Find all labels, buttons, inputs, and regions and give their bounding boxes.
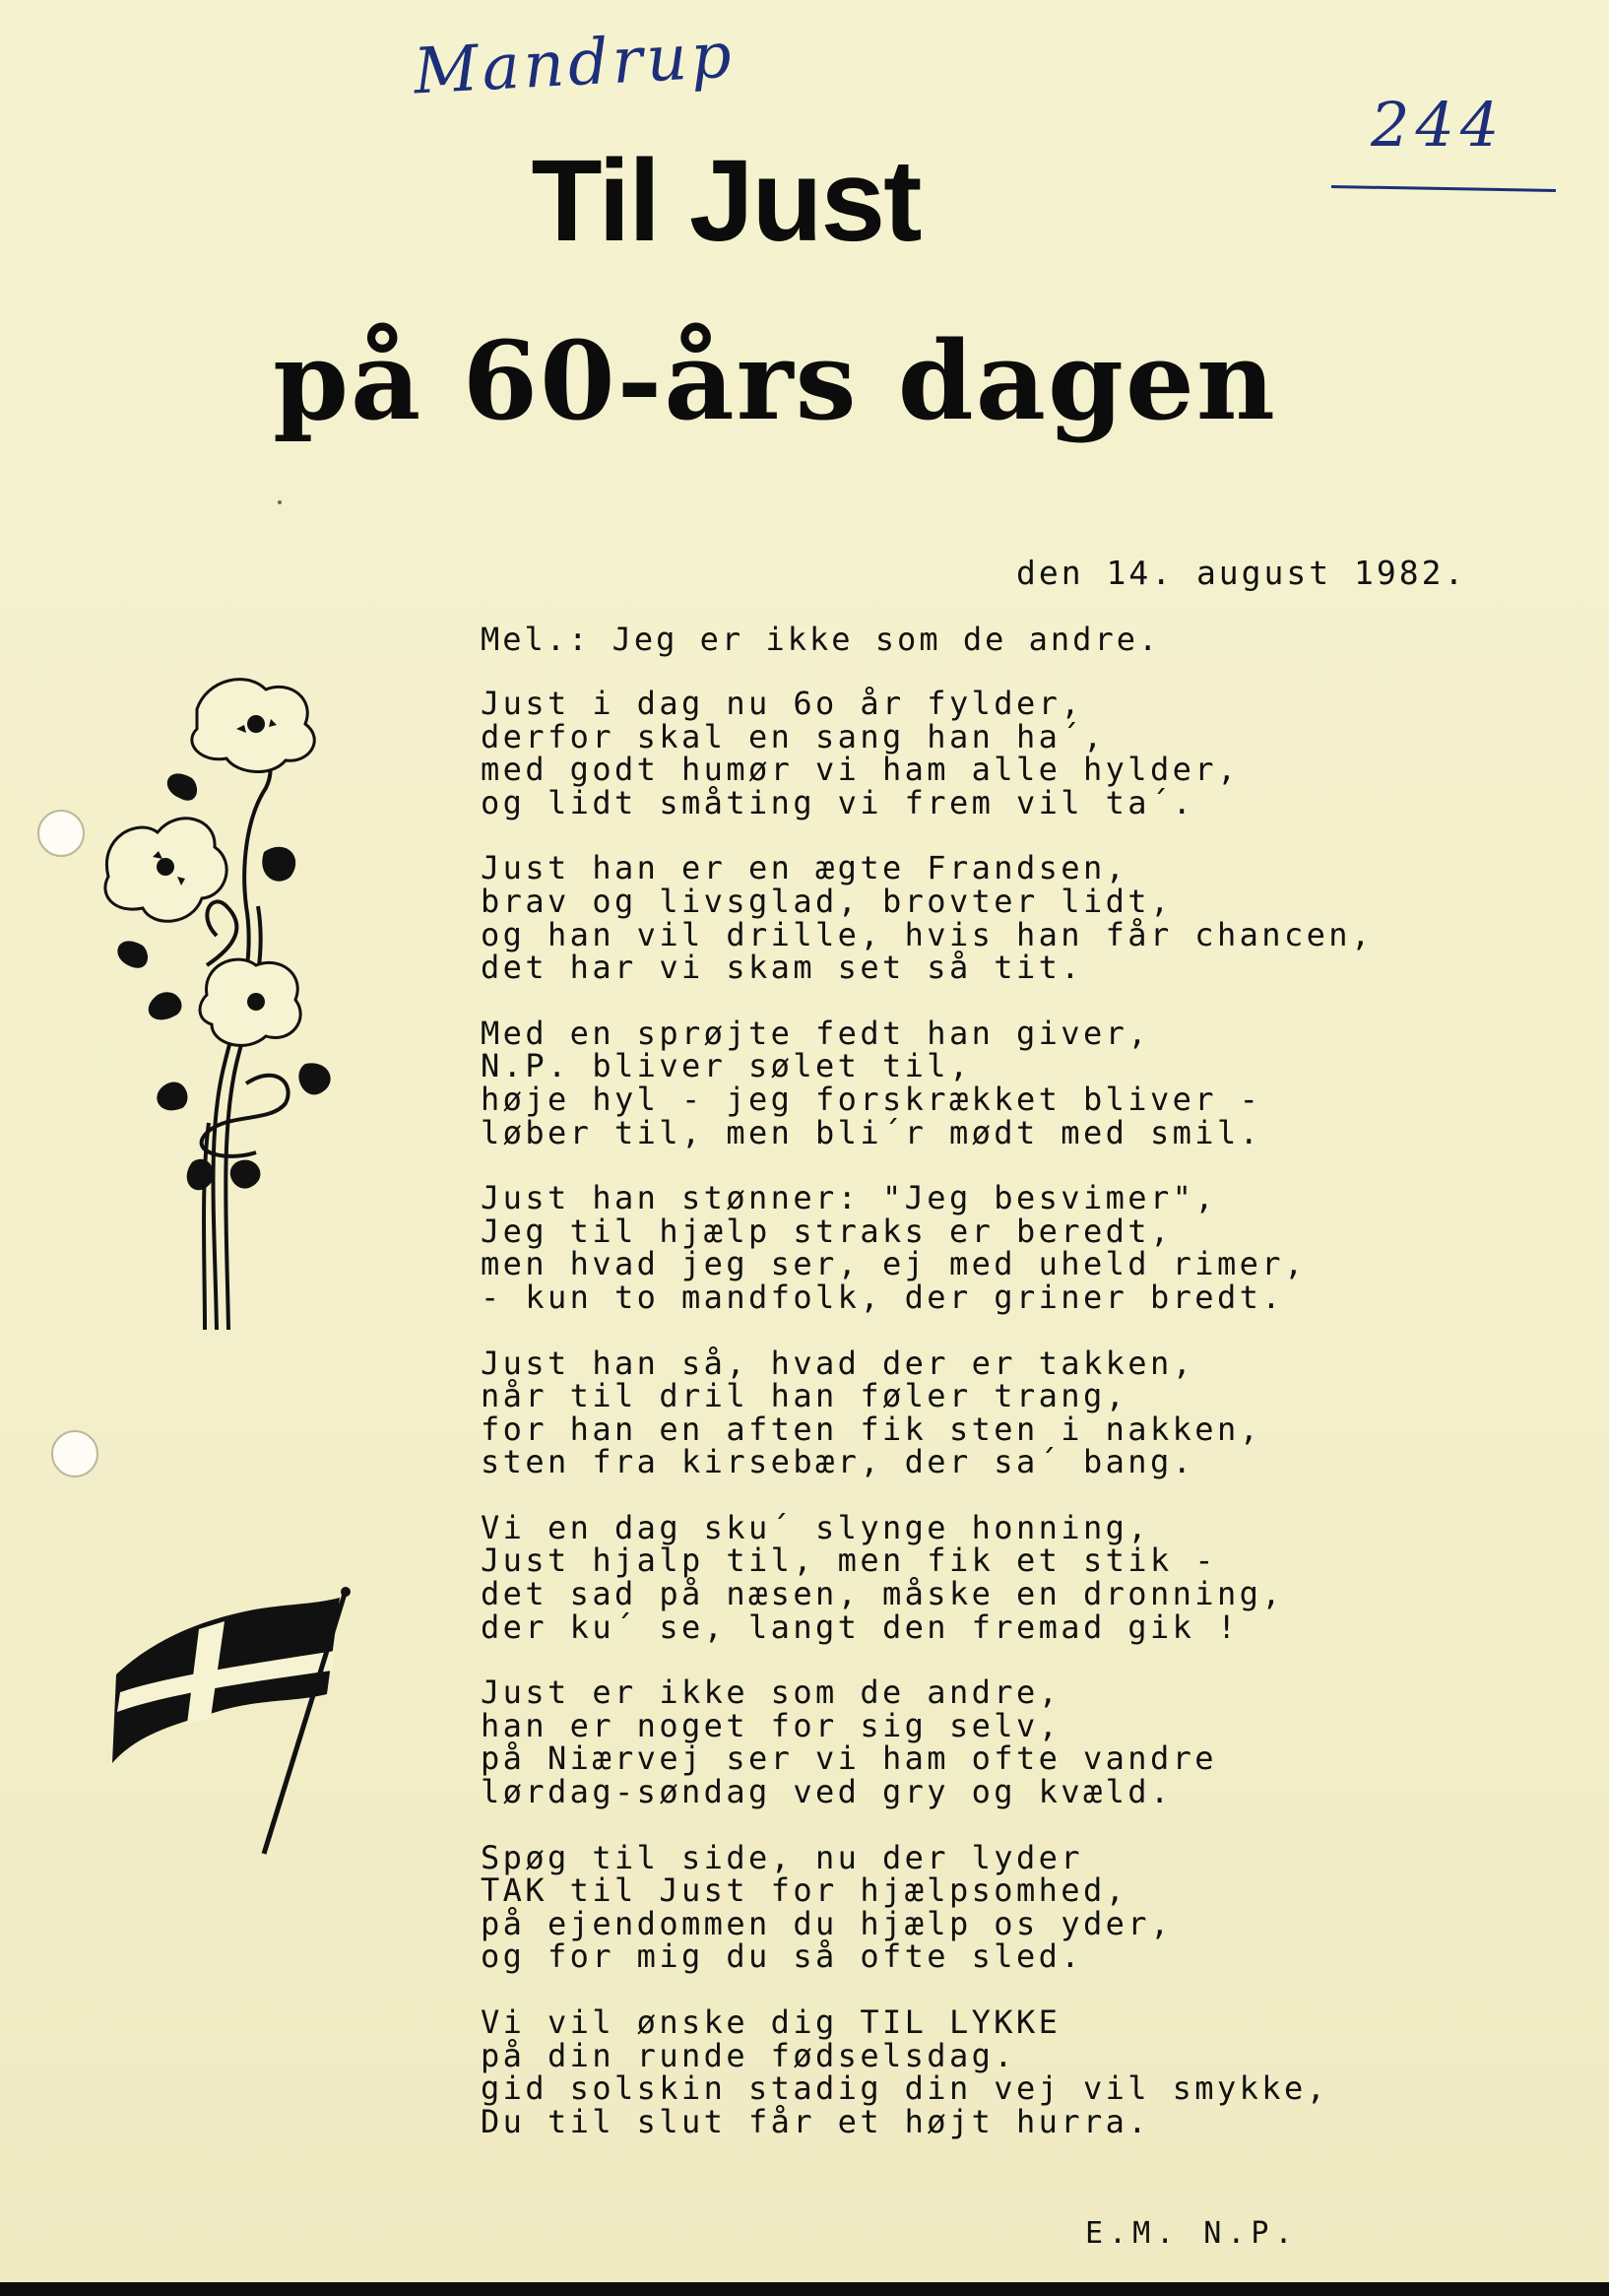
poem-line: på din runde fødselsdag. [481, 2036, 1016, 2074]
poem-line: derfor skal en sang han ha´, [481, 717, 1106, 755]
poem-line: han er noget for sig selv, [481, 1706, 1062, 1744]
stanza [481, 1838, 1524, 1976]
punch-hole [51, 1430, 98, 1477]
title-line-1: Til Just [531, 136, 921, 266]
title-line-2: på 60-års dagen [273, 317, 1277, 444]
stanza [481, 1014, 1524, 1151]
poem-line: Just han så, hvad der er takken, [481, 1344, 1195, 1382]
stanza [481, 1673, 1524, 1811]
poem-line: Just han stønner: "Jeg besvimer", [481, 1179, 1217, 1217]
poem-line: men hvad jeg ser, ej med uheld rimer, [481, 1245, 1307, 1283]
punch-hole [37, 810, 85, 857]
poem-line: og han vil drille, hvis han får chancen, [481, 915, 1374, 953]
poem-line: høje hyl - jeg forskrækket bliver - [481, 1080, 1262, 1118]
stanza [481, 1344, 1524, 1481]
handwritten-name: Mandrup [412, 19, 738, 109]
poem-line: og lidt småting vi frem vil ta´. [481, 783, 1195, 821]
speck-dot [278, 500, 282, 504]
poem-line: når til dril han føler trang, [481, 1377, 1128, 1415]
poem-line: TAK til Just for hjælpsomhed, [481, 1871, 1128, 1910]
poem-line: brav og livsglad, brovter lidt, [481, 882, 1173, 920]
poem-line: det har vi skam set så tit. [481, 949, 1083, 987]
stanza [481, 685, 1524, 821]
poem-line: på ejendommen du hjælp os yder, [481, 1904, 1173, 1942]
signature-initials: E.M. N.P. [1085, 2216, 1299, 2251]
handwritten-page-number: 244 [1371, 89, 1506, 161]
poem-line: Just i dag nu 6o år fylder, [481, 685, 1083, 722]
poem-line: det sad på næsen, måske en dronning, [481, 1575, 1284, 1613]
poem-line: Du til slut får et højt hurra. [481, 2102, 1150, 2140]
poem-line: Jeg til hjælp straks er beredt, [481, 1212, 1173, 1250]
melody-line: Mel.: Jeg er ikke som de andre. [481, 621, 1161, 658]
poem [481, 685, 1524, 2171]
poem-line: lørdag-søndag ved gry og kvæld. [481, 1773, 1173, 1811]
poem-line: sten fra kirsebær, der sa´ bang. [481, 1443, 1195, 1481]
poem-line: Med en sprøjte fedt han giver, [481, 1014, 1150, 1052]
poem-line: for han en aften fik sten i nakken, [481, 1410, 1262, 1448]
poppy-flower-illustration [98, 670, 364, 1330]
danish-flag-illustration [108, 1586, 364, 1862]
poem-line: Vi vil ønske dig TIL LYKKE [481, 2003, 1062, 2041]
stanza [481, 1508, 1524, 1646]
poem-line: - kun to mandfolk, der griner bredt. [481, 1278, 1284, 1316]
poem-line: Vi en dag sku´ slynge honning, [481, 1508, 1150, 1546]
date-line: den 14. august 1982. [1016, 554, 1467, 592]
poem-line: løber til, men bli´r mødt med smil. [481, 1113, 1262, 1151]
poem-line: Spøg til side, nu der lyder [481, 1838, 1083, 1876]
poem-line: Just han er en ægte Frandsen, [481, 849, 1128, 887]
poem-line: Just er ikke som de andre, [481, 1673, 1062, 1712]
scan-bottom-edge [0, 2282, 1609, 2296]
poem-line: og for mig du så ofte sled. [481, 1937, 1083, 1976]
poem-line: med godt humør vi ham alle hylder, [481, 751, 1240, 789]
poem-line: der ku´ se, langt den fremad gik ! [481, 1607, 1240, 1646]
stanza [481, 2003, 1524, 2140]
stanza [481, 849, 1524, 987]
poem-line: gid solskin stadig din vej vil smykke, [481, 2069, 1329, 2108]
poem-line: Just hjalp til, men fik et stik - [481, 1542, 1217, 1580]
stanza [481, 1179, 1524, 1316]
poem-line: N.P. bliver sølet til, [481, 1047, 972, 1085]
poem-line: på Niærvej ser vi ham ofte vandre [481, 1739, 1217, 1778]
